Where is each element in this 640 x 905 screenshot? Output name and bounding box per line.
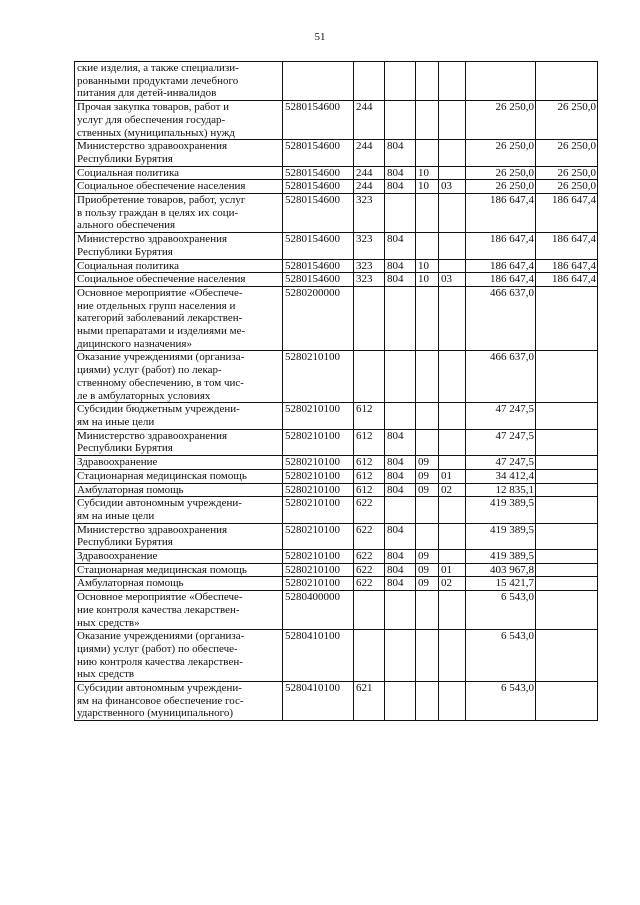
cell-subsection [439,351,466,403]
cell-amount-1: 466 637,0 [466,286,536,351]
cell-target-article: 5280410100 [283,682,354,721]
table-row [75,194,598,233]
cell-subsection [439,497,466,523]
table-row [75,140,598,166]
cell-amount-1: 419 389,5 [466,497,536,523]
item-name-line: Основное мероприятие «Обеспече- [77,286,243,299]
cell-amount-2: 186 647,4 [536,194,598,233]
cell-subsection: 02 [439,483,466,497]
table-row [75,403,598,429]
cell-section: 09 [416,577,439,591]
item-name-line: услуг для обеспечения государ- [77,113,226,126]
cell-target-article: 5280210100 [283,550,354,564]
cell-section [416,429,439,455]
cell-target-article: 5280154600 [283,194,354,233]
cell-amount-1: 419 389,5 [466,550,536,564]
item-name-line: категорий заболеваний лекарствен- [77,312,243,325]
cell-amount-1: 15 421,7 [466,577,536,591]
item-name-line: ными препаратами и изделиями ме- [77,325,246,338]
cell-subsection [439,140,466,166]
cell-subsection [439,259,466,273]
cell-amount-1: 403 967,8 [466,563,536,577]
cell-section: 09 [416,563,439,577]
cell-item-name [75,403,283,429]
cell-ministry-code [385,62,416,101]
cell-subsection [439,194,466,233]
cell-expense-type: 622 [354,550,385,564]
cell-amount-1: 6 543,0 [466,591,536,630]
cell-item-name [75,273,283,287]
cell-ministry-code [385,194,416,233]
cell-target-article: 5280210100 [283,429,354,455]
cell-subsection [439,403,466,429]
cell-amount-1: 186 647,4 [466,273,536,287]
cell-expense-type: 622 [354,497,385,523]
cell-amount-2 [536,630,598,682]
cell-target-article: 5280210100 [283,469,354,483]
cell-item-name [75,259,283,273]
table-row [75,550,598,564]
cell-target-article: 5280210100 [283,351,354,403]
cell-expense-type: 622 [354,563,385,577]
cell-subsection [439,429,466,455]
table-row [75,469,598,483]
cell-amount-2 [536,62,598,101]
cell-subsection [439,591,466,630]
cell-target-article [283,62,354,101]
budget-table [74,61,598,721]
cell-ministry-code: 804 [385,483,416,497]
cell-subsection: 02 [439,577,466,591]
cell-expense-type: 621 [354,682,385,721]
cell-ministry-code [385,101,416,140]
cell-ministry-code: 804 [385,469,416,483]
cell-item-name [75,180,283,194]
cell-section [416,351,439,403]
table-row [75,591,598,630]
item-name-line: Стационарная медицинская помощь [77,469,247,482]
table-row [75,351,598,403]
item-name-line: в пользу граждан в целях их соци- [77,206,239,219]
cell-amount-1: 47 247,5 [466,456,536,470]
table-row [75,682,598,721]
cell-target-article: 5280154600 [283,180,354,194]
cell-ministry-code [385,591,416,630]
item-name-line: Амбулаторная помощь [77,577,184,590]
cell-amount-1: 12 835,1 [466,483,536,497]
item-name-line: Республики Бурятия [77,536,173,549]
cell-section [416,630,439,682]
item-name-line: Республики Бурятия [77,442,173,455]
cell-item-name [75,497,283,523]
item-name-line: ударственного (муниципального) [77,707,234,720]
table-row [75,523,598,549]
cell-amount-2 [536,591,598,630]
cell-section [416,62,439,101]
cell-ministry-code: 804 [385,523,416,549]
cell-item-name [75,550,283,564]
cell-expense-type: 612 [354,483,385,497]
cell-ministry-code: 804 [385,577,416,591]
cell-subsection [439,550,466,564]
cell-item-name [75,140,283,166]
item-name-line: ям на финансовое обеспечение гос- [77,694,244,707]
item-name-line: Оказание учреждениями (организа- [77,630,245,643]
item-name-line: циями) услуг (работ) по лекар- [77,364,222,377]
cell-subsection [439,62,466,101]
table-row [75,563,598,577]
cell-subsection [439,286,466,351]
cell-section: 09 [416,469,439,483]
cell-section [416,523,439,549]
table-row [75,273,598,287]
item-name-line: нию контроля качества лекарствен- [77,655,243,668]
cell-section: 09 [416,550,439,564]
cell-ministry-code [385,682,416,721]
cell-item-name [75,429,283,455]
cell-target-article: 5280210100 [283,497,354,523]
item-name-line: ние контроля качества лекарствен- [77,603,240,616]
cell-amount-2 [536,429,598,455]
item-name-line: Основное мероприятие «Обеспече- [77,591,243,604]
cell-section: 10 [416,166,439,180]
cell-subsection: 03 [439,273,466,287]
cell-expense-type: 323 [354,233,385,259]
cell-ministry-code: 804 [385,259,416,273]
cell-amount-2: 26 250,0 [536,101,598,140]
cell-amount-2: 186 647,4 [536,233,598,259]
cell-amount-1: 186 647,4 [466,233,536,259]
item-name-line: Республики Бурятия [77,152,173,165]
cell-expense-type: 612 [354,403,385,429]
table-row [75,166,598,180]
cell-section: 10 [416,273,439,287]
page-number: 51 [314,31,326,43]
cell-ministry-code: 804 [385,140,416,166]
cell-expense-type [354,630,385,682]
cell-expense-type: 622 [354,523,385,549]
cell-expense-type: 612 [354,429,385,455]
table-row [75,429,598,455]
cell-subsection [439,101,466,140]
cell-expense-type: 323 [354,259,385,273]
cell-ministry-code [385,351,416,403]
table-row [75,233,598,259]
cell-amount-1: 26 250,0 [466,180,536,194]
cell-item-name [75,351,283,403]
cell-item-name [75,62,283,101]
cell-expense-type [354,286,385,351]
item-name-line: Амбулаторная помощь [77,483,184,496]
cell-ministry-code [385,630,416,682]
cell-amount-1: 466 637,0 [466,351,536,403]
item-name-line: ские изделия, а также специализи- [77,62,239,74]
cell-subsection: 01 [439,563,466,577]
cell-amount-2 [536,523,598,549]
cell-amount-2: 26 250,0 [536,140,598,166]
item-name-line: Республики Бурятия [77,245,173,258]
item-name-line: ального обеспечения [77,219,176,232]
cell-amount-1: 186 647,4 [466,194,536,233]
cell-amount-2 [536,483,598,497]
cell-item-name [75,456,283,470]
item-name-line: Субсидии автономным учреждени- [77,682,242,695]
table-row [75,483,598,497]
cell-amount-2 [536,403,598,429]
cell-section [416,286,439,351]
cell-expense-type: 244 [354,140,385,166]
table-row [75,630,598,682]
item-name-line: Социальное обеспечение населения [77,273,246,286]
cell-item-name [75,682,283,721]
cell-item-name [75,591,283,630]
cell-ministry-code: 804 [385,456,416,470]
item-name-line: циями) услуг (работ) по обеспече- [77,642,238,655]
item-name-line: Социальная политика [77,259,180,272]
item-name-line: дицинского назначения» [77,337,192,350]
cell-target-article: 5280200000 [283,286,354,351]
cell-ministry-code [385,403,416,429]
cell-target-article: 5280154600 [283,166,354,180]
cell-section: 10 [416,259,439,273]
item-name-line: Субсидии бюджетным учреждени- [77,403,240,416]
table-row [75,286,598,351]
cell-target-article: 5280210100 [283,403,354,429]
table-row [75,497,598,523]
item-name-line: рованными продуктами лечебного [77,74,239,87]
item-name-line: ле в амбулаторных условиях [77,389,211,402]
cell-amount-1: 47 247,5 [466,403,536,429]
cell-expense-type: 244 [354,101,385,140]
item-name-line: питания для детей-инвалидов [77,87,217,100]
cell-section: 10 [416,180,439,194]
table-row [75,577,598,591]
cell-section: 09 [416,456,439,470]
table-row [75,62,598,101]
cell-expense-type: 622 [354,577,385,591]
cell-expense-type: 612 [354,456,385,470]
cell-ministry-code: 804 [385,550,416,564]
cell-amount-1 [466,62,536,101]
cell-target-article: 5280210100 [283,523,354,549]
cell-target-article: 5280154600 [283,140,354,166]
cell-expense-type [354,62,385,101]
cell-item-name [75,630,283,682]
cell-item-name [75,563,283,577]
cell-subsection [439,523,466,549]
cell-amount-2 [536,682,598,721]
cell-section [416,233,439,259]
cell-section [416,591,439,630]
cell-amount-2 [536,351,598,403]
cell-expense-type: 244 [354,166,385,180]
cell-item-name [75,577,283,591]
cell-amount-1: 6 543,0 [466,630,536,682]
item-name-line: ям на иные цели [77,509,155,522]
cell-ministry-code [385,286,416,351]
cell-subsection: 03 [439,180,466,194]
cell-amount-2 [536,563,598,577]
cell-ministry-code: 804 [385,180,416,194]
table-row [75,259,598,273]
item-name-line: Субсидии автономным учреждени- [77,497,242,510]
cell-amount-2 [536,469,598,483]
cell-expense-type: 612 [354,469,385,483]
cell-target-article: 5280210100 [283,563,354,577]
item-name-line: ственному обеспечению, в том чис- [77,376,244,389]
item-name-line: Социальная политика [77,166,180,179]
cell-amount-1: 419 389,5 [466,523,536,549]
cell-ministry-code: 804 [385,429,416,455]
cell-subsection: 01 [439,469,466,483]
cell-amount-2: 186 647,4 [536,259,598,273]
cell-section [416,403,439,429]
cell-amount-2: 26 250,0 [536,180,598,194]
cell-target-article: 5280154600 [283,259,354,273]
cell-amount-2: 26 250,0 [536,166,598,180]
cell-amount-2 [536,286,598,351]
cell-target-article: 5280154600 [283,273,354,287]
cell-expense-type: 323 [354,194,385,233]
item-name-line: Здравоохранение [77,550,158,563]
cell-item-name [75,101,283,140]
item-name-line: Министерство здравоохранения [77,429,228,442]
cell-section [416,140,439,166]
item-name-line: Министерство здравоохранения [77,523,228,536]
cell-ministry-code [385,497,416,523]
cell-subsection [439,233,466,259]
cell-section [416,497,439,523]
cell-item-name [75,166,283,180]
cell-amount-2 [536,497,598,523]
cell-expense-type [354,591,385,630]
item-name-line: Министерство здравоохранения [77,140,228,153]
item-name-line: Приобретение товаров, работ, услуг [77,194,246,207]
cell-amount-2 [536,456,598,470]
cell-subsection [439,456,466,470]
cell-item-name [75,483,283,497]
cell-ministry-code: 804 [385,166,416,180]
cell-expense-type [354,351,385,403]
cell-target-article: 5280210100 [283,577,354,591]
item-name-line: Прочая закупка товаров, работ и [77,101,230,114]
cell-target-article: 5280410100 [283,630,354,682]
cell-item-name [75,233,283,259]
cell-expense-type: 244 [354,180,385,194]
item-name-line: ных средств» [77,616,140,629]
cell-subsection [439,630,466,682]
cell-ministry-code: 804 [385,563,416,577]
cell-section [416,101,439,140]
cell-section: 09 [416,483,439,497]
cell-amount-2: 186 647,4 [536,273,598,287]
cell-amount-1: 26 250,0 [466,140,536,166]
cell-section [416,194,439,233]
item-name-line: Стационарная медицинская помощь [77,563,247,576]
cell-amount-1: 26 250,0 [466,101,536,140]
cell-item-name [75,194,283,233]
cell-ministry-code: 804 [385,273,416,287]
cell-amount-1: 47 247,5 [466,429,536,455]
table-row [75,101,598,140]
cell-amount-1: 186 647,4 [466,259,536,273]
cell-target-article: 5280154600 [283,101,354,140]
table-body [75,62,598,721]
item-name-line: ственных (муниципальных) нужд [77,126,235,139]
cell-section [416,682,439,721]
item-name-line: ние отдельных групп населения и [77,299,236,312]
table-row [75,180,598,194]
item-name-line: Здравоохранение [77,456,158,469]
cell-item-name [75,286,283,351]
cell-target-article: 5280154600 [283,233,354,259]
cell-amount-2 [536,577,598,591]
item-name-line: Оказание учреждениями (организа- [77,351,245,364]
cell-item-name [75,523,283,549]
cell-target-article: 5280210100 [283,456,354,470]
cell-target-article: 5280400000 [283,591,354,630]
cell-item-name [75,469,283,483]
item-name-line: ных средств [77,668,135,681]
cell-expense-type: 323 [354,273,385,287]
table-row [75,456,598,470]
cell-amount-1: 26 250,0 [466,166,536,180]
cell-target-article: 5280210100 [283,483,354,497]
cell-amount-1: 6 543,0 [466,682,536,721]
cell-subsection [439,682,466,721]
item-name-line: ям на иные цели [77,415,155,428]
cell-amount-1: 34 412,4 [466,469,536,483]
cell-amount-2 [536,550,598,564]
cell-ministry-code: 804 [385,233,416,259]
item-name-line: Министерство здравоохранения [77,233,228,246]
cell-subsection [439,166,466,180]
item-name-line: Социальное обеспечение населения [77,180,246,193]
